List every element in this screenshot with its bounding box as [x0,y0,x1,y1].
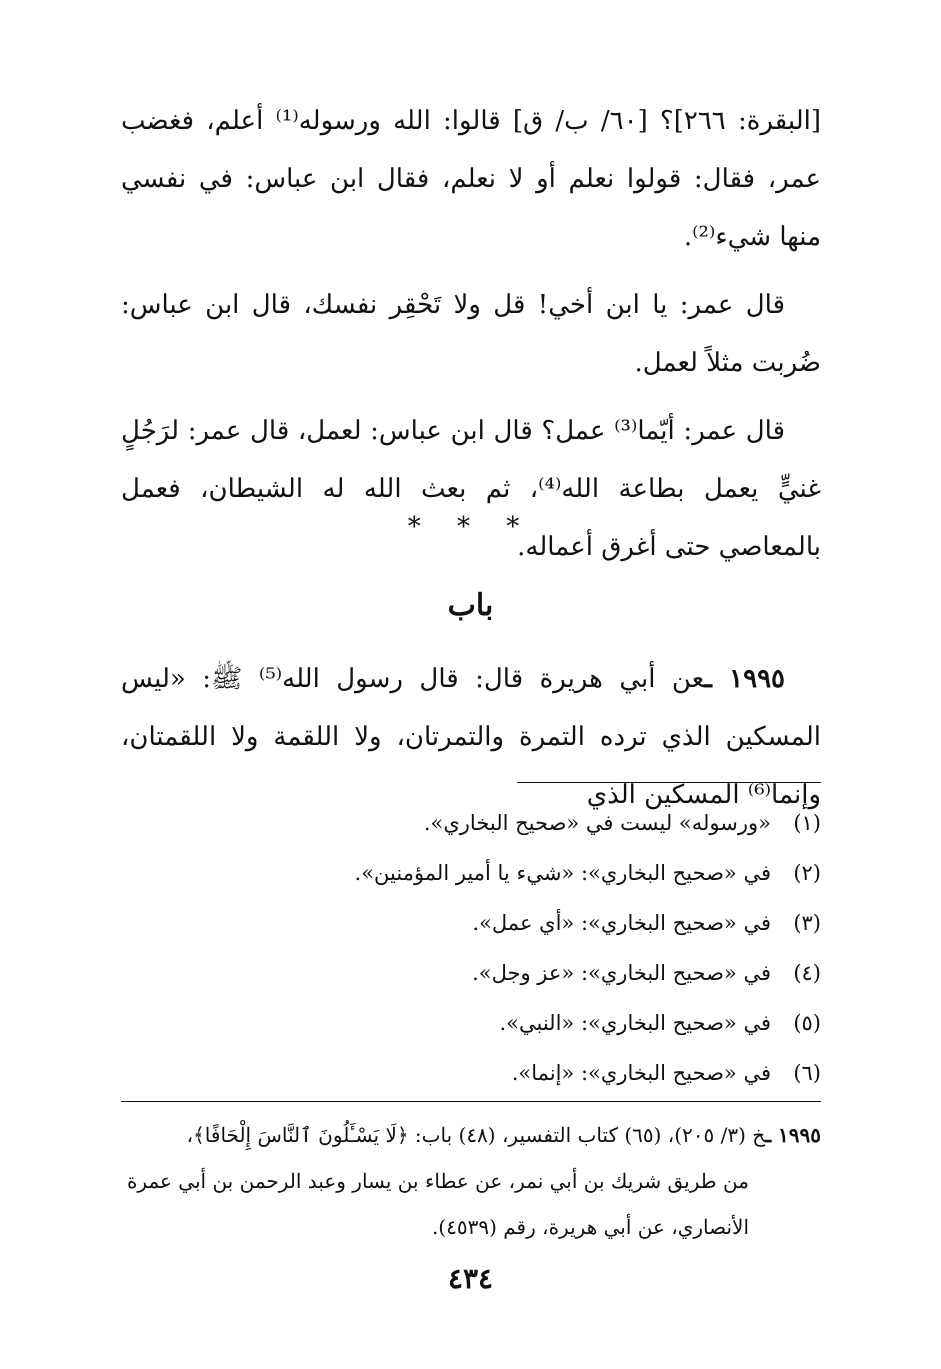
footnotes-list [121,798,821,1098]
footnote-number: (٢) [793,861,821,885]
takhrij-line-2: من طريق شريك بن أبي نمر، عن عطاء بن يسار وعبد الرحمن بن أبي عمرة الأنصاري، عن أبي هريرة، رقم (٤٥٣٩). [126,1169,749,1239]
page-number: ٤٣٤ [447,1262,494,1295]
footnote-text: في «صحيح البخاري»: «شيء يا أمير المؤمنين». [354,861,771,885]
footnote-text: في «صحيح البخاري»: «النبي». [499,1011,771,1035]
takhrij-divider [121,1101,821,1102]
footnote-item [121,898,821,948]
footnote-number: (٣) [793,911,821,935]
footnote-item [121,948,821,998]
section-heading: باب [447,588,494,623]
footnote-text: في «صحيح البخاري»: «أي عمل». [472,911,771,935]
footnote-divider [517,782,821,783]
footnote-item [121,1048,821,1098]
footnote-number: (١) [793,811,821,835]
takhrij-number: ١٩٩٥ ـ [765,1123,821,1147]
footnote-number: (٥) [793,1011,821,1035]
hadith-number: ١٩٩٥ ـ [704,664,785,694]
paragraph-2: قال عمر: يا ابن أخي! قل ولا تَحْقِر نفسك، قال ابن عباس: ضُربت مثلاً لعمل. [121,290,821,378]
paragraph-3: قال عمر: أيّما⁽³⁾ عمل؟ قال ابن عباس: لعمل، قال عمر: لرَجُلٍ غنيٍّ يعمل بطاعة الله⁽⁴⁾، ثم بعث الله له الشيطان، فعمل بالمعاصي حتى أغرق أعماله. [121,416,821,562]
hadith-body: عن أبي هريرة قال: قال رسول الله⁽⁵⁾ ﷺ: «ليس المسكين الذي ترده التمرة والتمرتان، ولا اللقمة ولا اللقمتان، وإنما⁽⁶⁾ المسكين الذي [121,664,821,810]
footnote-number: (٦) [793,1061,821,1085]
footnote-item [121,848,821,898]
paragraph-1: [البقرة: ٢٦٦]؟ [٦٠/ ب/ ق] قالوا: الله ورسوله⁽¹⁾ أعلم، فغضب عمر، فقال: قولوا نعلم أو لا نعلم، فقال ابن عباس: في نفسي منها شيء⁽²⁾. [121,106,821,252]
footnote-item [121,998,821,1048]
footnote-text: «ورسوله» ليست في «صحيح البخاري». [423,811,771,835]
footnote-text: في «صحيح البخاري»: «إنما». [511,1061,771,1085]
footnote-item [121,798,821,848]
section-separator: * * * [407,512,534,542]
footnote-text: في «صحيح البخاري»: «عز وجل». [472,961,771,985]
takhrij-section [121,1112,821,1250]
takhrij-line-1: خ (٣/ ٢٠٥)، (٦٥) كتاب التفسير، (٤٨) باب: ﴿لَا يَسْـَٔلُونَ ٱلنَّاسَ إِلْحَافًا﴾، [186,1123,766,1147]
footnote-number: (٤) [793,961,821,985]
